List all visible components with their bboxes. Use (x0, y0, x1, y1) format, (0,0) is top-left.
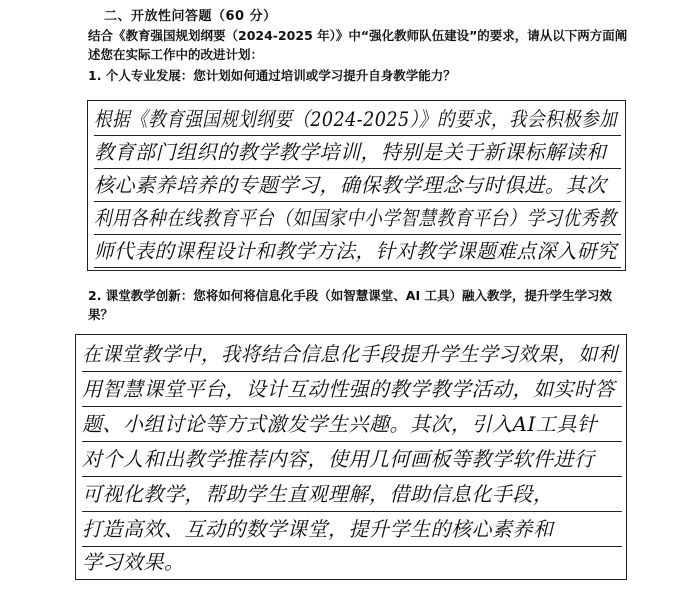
answer-1-line: 师代表的课程设计和教学方法，针对教学课题难点深入研究 (94, 235, 621, 268)
answer-2-line: 在课堂教学中，我将结合信息化手段提升学生学习效果，如利 (82, 337, 622, 372)
answer-2-line: 题、小组讨论等方式激发学生兴趣。其次，引入AI工具针 (82, 407, 622, 442)
answer-2-line: 用智慧课堂平台，设计互动性强的教学教学活动，如实时答 (82, 372, 622, 407)
answer-2-line: 打造高效、互动的数学课堂，提升学生的核心素养和 (82, 512, 622, 547)
answer-2-line: 学习效果。 (82, 550, 185, 574)
question-2: 2. 课堂教学创新：您将如何将信息化手段（如智慧课堂、AI 工具）融入教学，提升学生学习效果？ (88, 288, 612, 322)
answer-2-line: 对个人和出教学推荐内容，使用几何画板等教学软件进行 (82, 442, 622, 477)
section-title: 二、开放性问答题（60 分） (104, 9, 277, 24)
question-intro: 结合《教育强国规划纲要（2024-2025 年）》中“强化教师队伍建设”的要求，请从以下两方面阐述您在实际工作中的改进计划： (88, 28, 628, 62)
question-1: 1. 个人专业发展：您计划如何通过培训或学习提升自身教学能力？ (88, 68, 456, 83)
answer-1-line: 根据《教育强国规划纲要（2024-2025）》的要求，我会积极参加 (94, 103, 621, 136)
answer-2-line: 可视化教学，帮助学生直观理解，借助信息化手段， (82, 477, 622, 512)
answer-box-2[interactable] (75, 334, 627, 580)
answer-1-line: 核心素养培养的专题学习，确保教学理念与时俱进。其次 (94, 169, 621, 202)
answer-1-line: 利用各种在线教育平台（如国家中小学智慧教育平台）学习优秀教 (94, 202, 621, 235)
answer-1-line: 教育部门组织的教学教学培训，特别是关于新课标解读和 (94, 136, 621, 169)
answer-box-1[interactable] (87, 100, 626, 271)
